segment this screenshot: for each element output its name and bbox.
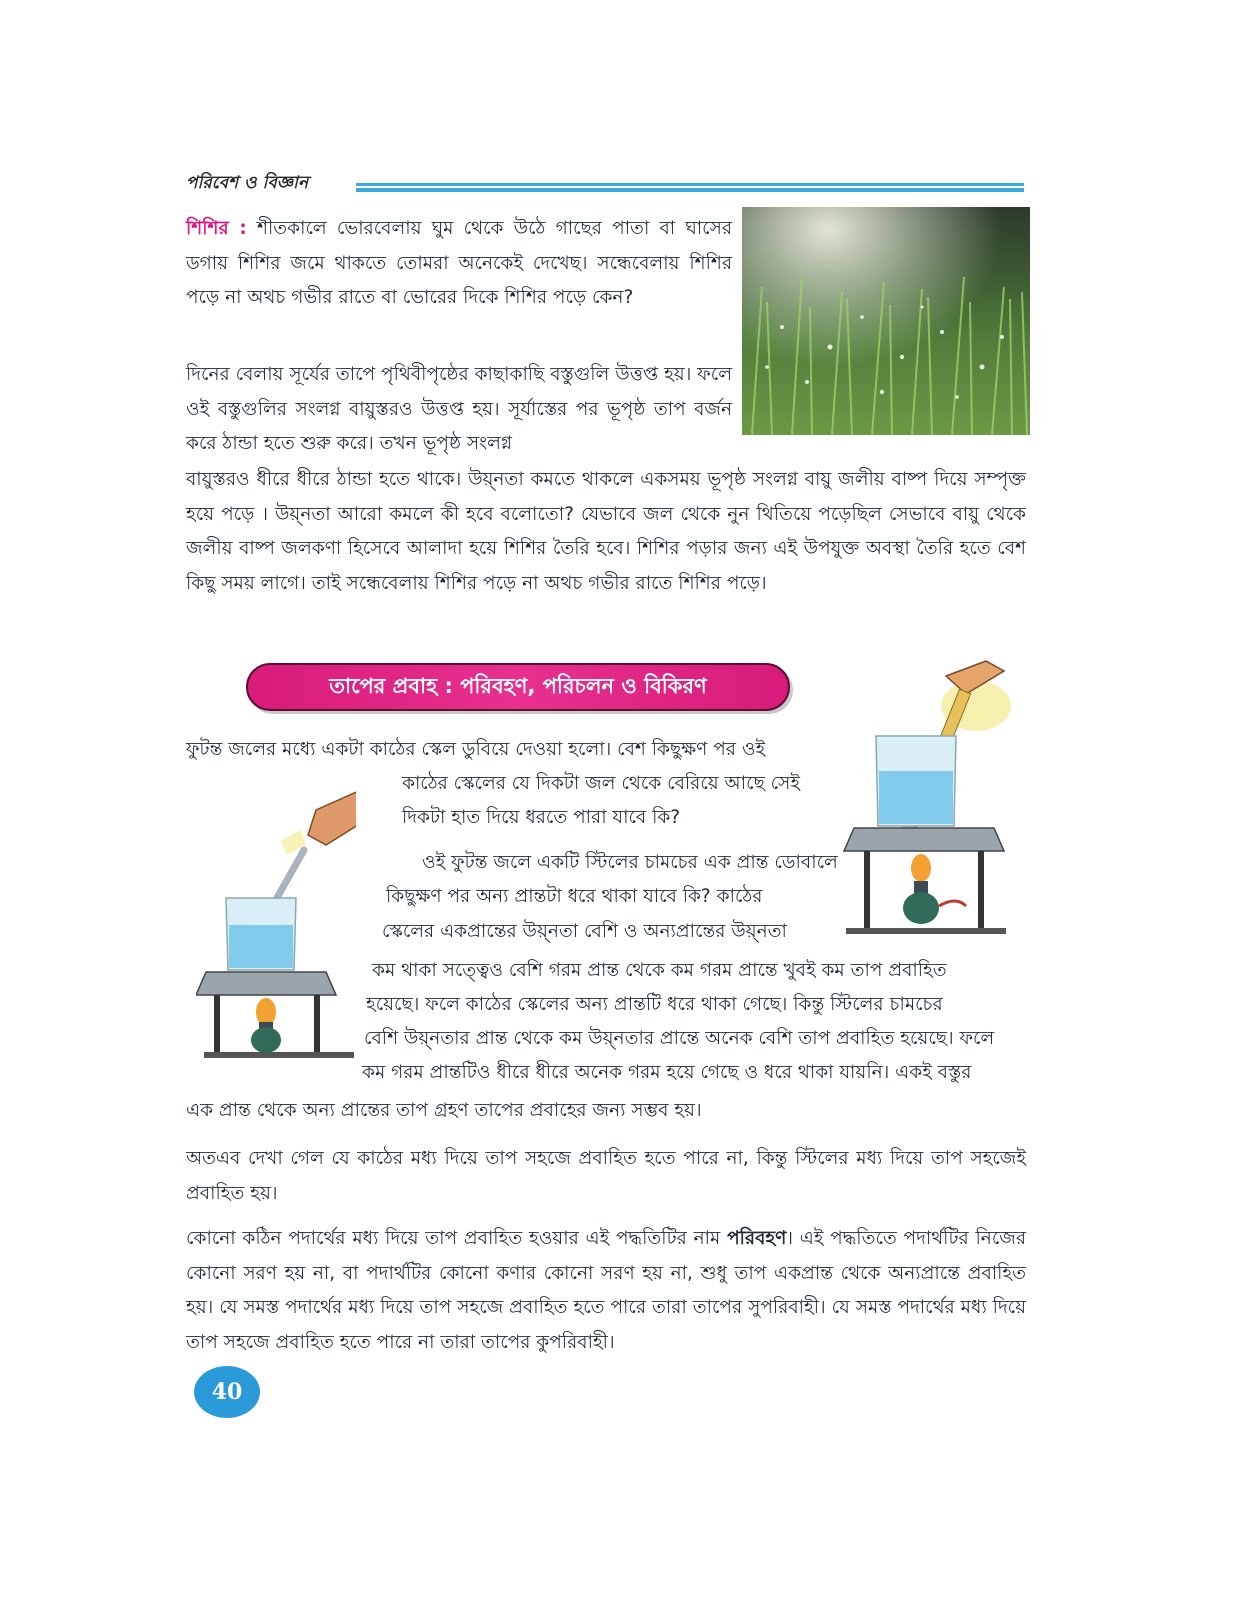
section-title-banner <box>246 663 790 711</box>
q2-line-7: কম গরম প্রান্তটিও ধীরে ধীরে অনেক গরম হয়ে গেছে ও ধরে থাকা যায়নি। একই বস্তুর <box>362 1062 972 1083</box>
header-rule <box>356 183 1024 192</box>
q2-line-3: স্কেলের একপ্রান্তের উয়্নতা বেশি ও অন্যপ্রান্তের উয়্নতা <box>382 921 787 942</box>
q1-line-3: দিকটা হাত দিয়ে ধরতে পারা যাবে কি? <box>402 807 681 828</box>
q2-line-5: হয়েছে। ফলে কাঠের স্কেলের অন্য প্রান্তটি ধরে থাকা গেছে। কিন্তু স্টিলের চামচের <box>366 994 943 1015</box>
q2-line-1: ওই ফুটন্ত জলে একটি স্টিলের চামচের এক প্রান্ত ডোবালে <box>422 852 838 873</box>
dew-term: শিশির : <box>186 218 247 239</box>
dew-intro-paragraph <box>186 212 732 316</box>
grass-illustration <box>742 207 1030 435</box>
steel-spoon-beaker-illustration <box>196 790 356 1065</box>
definition-text-2: । এই পদ্ধতিতে পদার্থটির নিজের কোনো সরণ হয় না, বা পদার্থটির কোনো কণার কোনো সরণ হয় না, শুধু তাপ একপ্রান্ত থেকে অন্যপ্রান্তে প্রবাহিত হয়। যে সমস্ত পদার্থের মধ্য দিয়ে তাপ সহজে প্রবাহিত হতে পারে তারা তাপের সুপরিবাহী। যে সমস্ত পদার্থের মধ্য দিয়ে তাপ সহজে প্রবাহিত হতে পারে না তারা তাপের কুপরিবাহী। <box>186 1228 1026 1353</box>
section-title-text: তাপের প্রবাহ : পরিবহণ, পরিচলন ও বিকিরণ <box>329 673 707 698</box>
page-number: 40 <box>211 1379 243 1405</box>
dew-explain-paragraph-1: দিনের বেলায় সূর্যের তাপে পৃথিবীপৃষ্ঠের কাছাকাছি বস্তুগুলি উত্তপ্ত হয়। ফলে ওই বস্তুগুলির সংলগ্ন বায়ুস্তরও উত্তপ্ত হয়। সূর্যাস্তের পর ভূপৃষ্ঠ তাপ বর্জন করে ঠান্ডা হতে শুরু করে। তখন ভূপৃষ্ঠ সংলগ্ন <box>186 364 732 454</box>
q2-line-8: এক প্রান্ত থেকে অন্য প্রান্তের তাপ গ্রহণ তাপের প্রবাহের জন্য সম্ভব হয়। <box>186 1100 702 1121</box>
dew-explain-paragraph-2: বায়ুস্তরও ধীরে ধীরে ঠান্ডা হতে থাকে। উয়্নতা কমতে থাকলে একসময় ভূপৃষ্ঠ সংলগ্ন বায়ু জলীয় বাষ্প দিয়ে সম্পৃক্ত হয়ে পড়ে । উয়্নতা আরো কমলে কী হবে বলোতো? যেভাবে জল থেকে নুন থিতিয়ে পড়েছিল সেভাবে বায়ু থেকে জলীয় বাষ্প জলকণা হিসেবে আলাদা হয়ে শিশির তৈরি হবে। শিশির পড়ার জন্য এই উপযুক্ত অবস্থা তৈরি হতে বেশ কিছু সময় লাগে। তাই সন্ধেবেলায় শিশির পড়ে না অথচ গভীর রাতে শিশির পড়ে। <box>186 469 1026 594</box>
wooden-scale-beaker-illustration <box>826 656 1026 938</box>
page-number-badge <box>194 1366 260 1418</box>
q2-line-6: বেশি উয়্নতার প্রান্ত থেকে কম উয়্নতার প্রান্তে অনেক বেশি তাপ প্রবাহিত হয়েছে। ফলে <box>364 1028 995 1049</box>
definition-text-1: কোনো কঠিন পদার্থের মধ্য দিয়ে তাপ প্রবাহিত হওয়ার এই পদ্ধতিটির নাম <box>186 1228 721 1249</box>
q2-line-4: কম থাকা সত্ত্বেও বেশি গরম প্রান্ত থেকে কম গরম প্রান্তে খুবই কম তাপ প্রবাহিত <box>372 960 947 981</box>
conclusion-paragraph: অতএব দেখা গেল যে কাঠের মধ্য দিয়ে তাপ সহজে প্রবাহিত হতে পারে না, কিন্তু স্টিলের মধ্য দিয়ে তাপ সহজেই প্রবাহিত হয়। <box>186 1148 1026 1204</box>
q2-line-2: কিছুক্ষণ পর অন্য প্রান্তটা ধরে থাকা যাবে কি? কাঠের <box>386 886 763 907</box>
q1-line-2: কাঠের স্কেলের যে দিকটা জল থেকে বেরিয়ে আছে সেই <box>402 773 801 794</box>
definition-paragraph <box>186 1222 1026 1360</box>
page-header-title: পরিবেশ ও বিজ্ঞান <box>186 173 309 193</box>
dew-grass-photo <box>742 207 1030 435</box>
conduction-term: পরিবহণ <box>727 1228 787 1249</box>
dew-intro-text: শীতকালে ভোরবেলায় ঘুম থেকে উঠে গাছের পাতা বা ঘাসের ডগায় শিশির জমে থাকতে তোমরা অনেকেই দেখেছ। সন্ধেবেলায় শিশির পড়ে না অথচ গভীর রাতে বা ভোরের দিকে শিশির পড়ে কেন? <box>186 218 733 308</box>
q1-line-1: ফুটন্ত জলের মধ্যে একটা কাঠের স্কেল ডুবিয়ে দেওয়া হলো। বেশ কিছুক্ষণ পর ওই <box>186 739 766 760</box>
